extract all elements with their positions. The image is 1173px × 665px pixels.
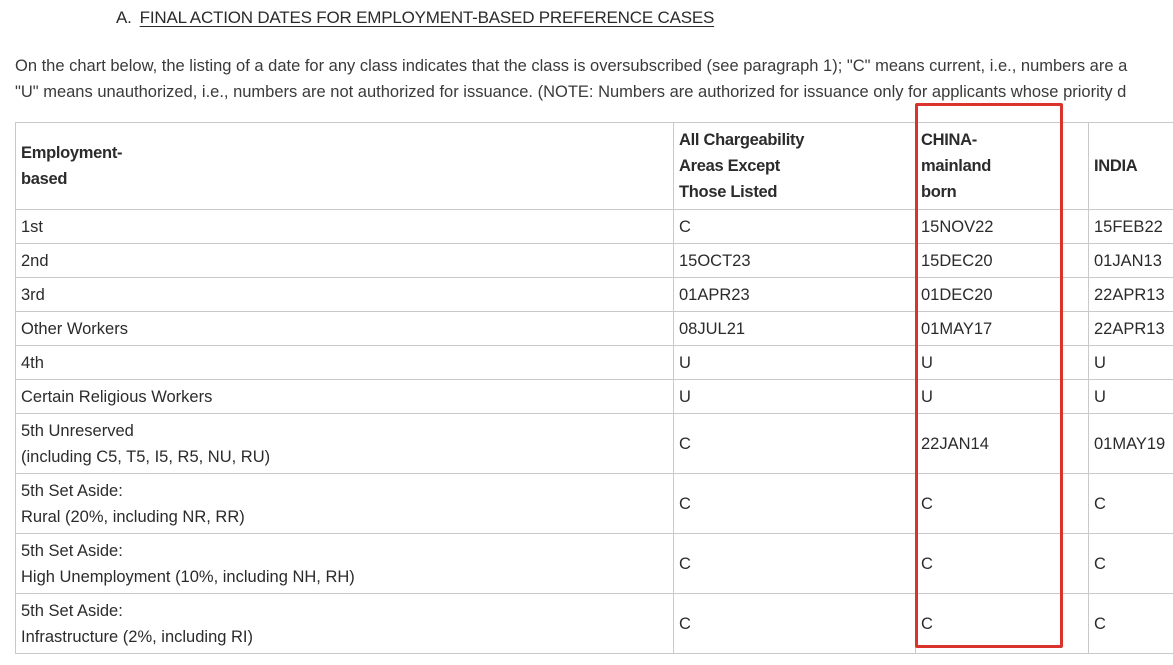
- section-title: FINAL ACTION DATES FOR EMPLOYMENT-BASED PREFERENCE CASES: [139, 8, 715, 27]
- all-areas-cell: C: [674, 414, 916, 474]
- intro-paragraph: [15, 53, 1173, 105]
- india-cell: 01JAN13: [1089, 244, 1173, 278]
- table-row: [16, 534, 1173, 594]
- final-action-dates-table: [15, 122, 1173, 654]
- table-header-row: [16, 123, 1173, 210]
- category-cell: [16, 474, 674, 534]
- header-all-chargeability: [674, 123, 916, 210]
- header-india: [1089, 123, 1173, 210]
- india-cell: 22APR13: [1089, 312, 1173, 346]
- all-areas-cell: 15OCT23: [674, 244, 916, 278]
- category-line: Certain Religious Workers: [21, 387, 213, 406]
- category-cell: [16, 210, 674, 244]
- all-areas-cell: C: [674, 210, 916, 244]
- header-line: based: [21, 170, 68, 188]
- intro-line-2: "U" means unauthorized, i.e., numbers are not authorized for issuance. (NOTE: Numbers are authorized for issuance only for applicants whose priority d: [15, 83, 1127, 101]
- india-cell: C: [1089, 474, 1173, 534]
- table-row: [16, 278, 1173, 312]
- india-cell: C: [1089, 534, 1173, 594]
- category-line: 2nd: [21, 251, 49, 270]
- india-cell: C: [1089, 594, 1173, 654]
- category-cell: [16, 380, 674, 414]
- china-cell: U: [916, 380, 1089, 414]
- header-line: INDIA: [1094, 157, 1138, 175]
- all-areas-cell: U: [674, 346, 916, 380]
- category-line: 3rd: [21, 285, 45, 304]
- table-row: [16, 312, 1173, 346]
- india-cell: 15FEB22: [1089, 210, 1173, 244]
- india-cell: U: [1089, 380, 1173, 414]
- india-cell: 22APR13: [1089, 278, 1173, 312]
- all-areas-cell: 08JUL21: [674, 312, 916, 346]
- india-cell: 01MAY19: [1089, 414, 1173, 474]
- header-line: CHINA-: [921, 131, 977, 149]
- china-cell: C: [916, 474, 1089, 534]
- category-line: High Unemployment (10%, including NH, RH): [21, 567, 355, 586]
- header-line: Employment-: [21, 144, 123, 162]
- table-row: [16, 474, 1173, 534]
- china-cell: C: [916, 534, 1089, 594]
- category-line: Other Workers: [21, 319, 128, 338]
- china-cell: 15DEC20: [916, 244, 1089, 278]
- category-cell: [16, 534, 674, 594]
- china-cell: U: [916, 346, 1089, 380]
- header-employment-based: [16, 123, 674, 210]
- intro-line-1: On the chart below, the listing of a date for any class indicates that the class is oversubscribed (see paragraph 1); "C" means current, i.e., numbers are a: [15, 57, 1128, 75]
- category-cell: [16, 414, 674, 474]
- header-line: mainland: [921, 157, 992, 175]
- china-cell: 01MAY17: [916, 312, 1089, 346]
- table-row: [16, 380, 1173, 414]
- china-cell: 01DEC20: [916, 278, 1089, 312]
- category-cell: [16, 312, 674, 346]
- table-row: [16, 414, 1173, 474]
- header-line: All Chargeability: [679, 131, 805, 149]
- category-line: 5th Unreserved: [21, 421, 134, 440]
- category-cell: [16, 278, 674, 312]
- category-line: Infrastructure (2%, including RI): [21, 627, 254, 646]
- category-line: (including C5, T5, I5, R5, NU, RU): [21, 447, 271, 466]
- category-line: 5th Set Aside:: [21, 541, 123, 560]
- category-line: 4th: [21, 353, 44, 372]
- table-row: [16, 594, 1173, 654]
- table-row: [16, 244, 1173, 278]
- all-areas-cell: C: [674, 474, 916, 534]
- section-heading: [116, 8, 714, 28]
- table-row: [16, 346, 1173, 380]
- category-cell: [16, 346, 674, 380]
- china-cell: 22JAN14: [916, 414, 1089, 474]
- category-cell: [16, 594, 674, 654]
- header-china: [916, 123, 1089, 210]
- header-line: born: [921, 183, 957, 201]
- all-areas-cell: U: [674, 380, 916, 414]
- category-line: 5th Set Aside:: [21, 601, 123, 620]
- india-cell: U: [1089, 346, 1173, 380]
- category-cell: [16, 244, 674, 278]
- all-areas-cell: C: [674, 534, 916, 594]
- final-action-dates-table-wrapper: [15, 122, 1173, 665]
- table-row: [16, 210, 1173, 244]
- section-letter: A.: [116, 8, 132, 27]
- category-line: Rural (20%, including NR, RR): [21, 507, 245, 526]
- china-cell: 15NOV22: [916, 210, 1089, 244]
- china-cell: C: [916, 594, 1089, 654]
- header-line: Areas Except: [679, 157, 780, 175]
- all-areas-cell: C: [674, 594, 916, 654]
- all-areas-cell: 01APR23: [674, 278, 916, 312]
- category-line: 5th Set Aside:: [21, 481, 123, 500]
- header-line: Those Listed: [679, 183, 778, 201]
- category-line: 1st: [21, 217, 44, 236]
